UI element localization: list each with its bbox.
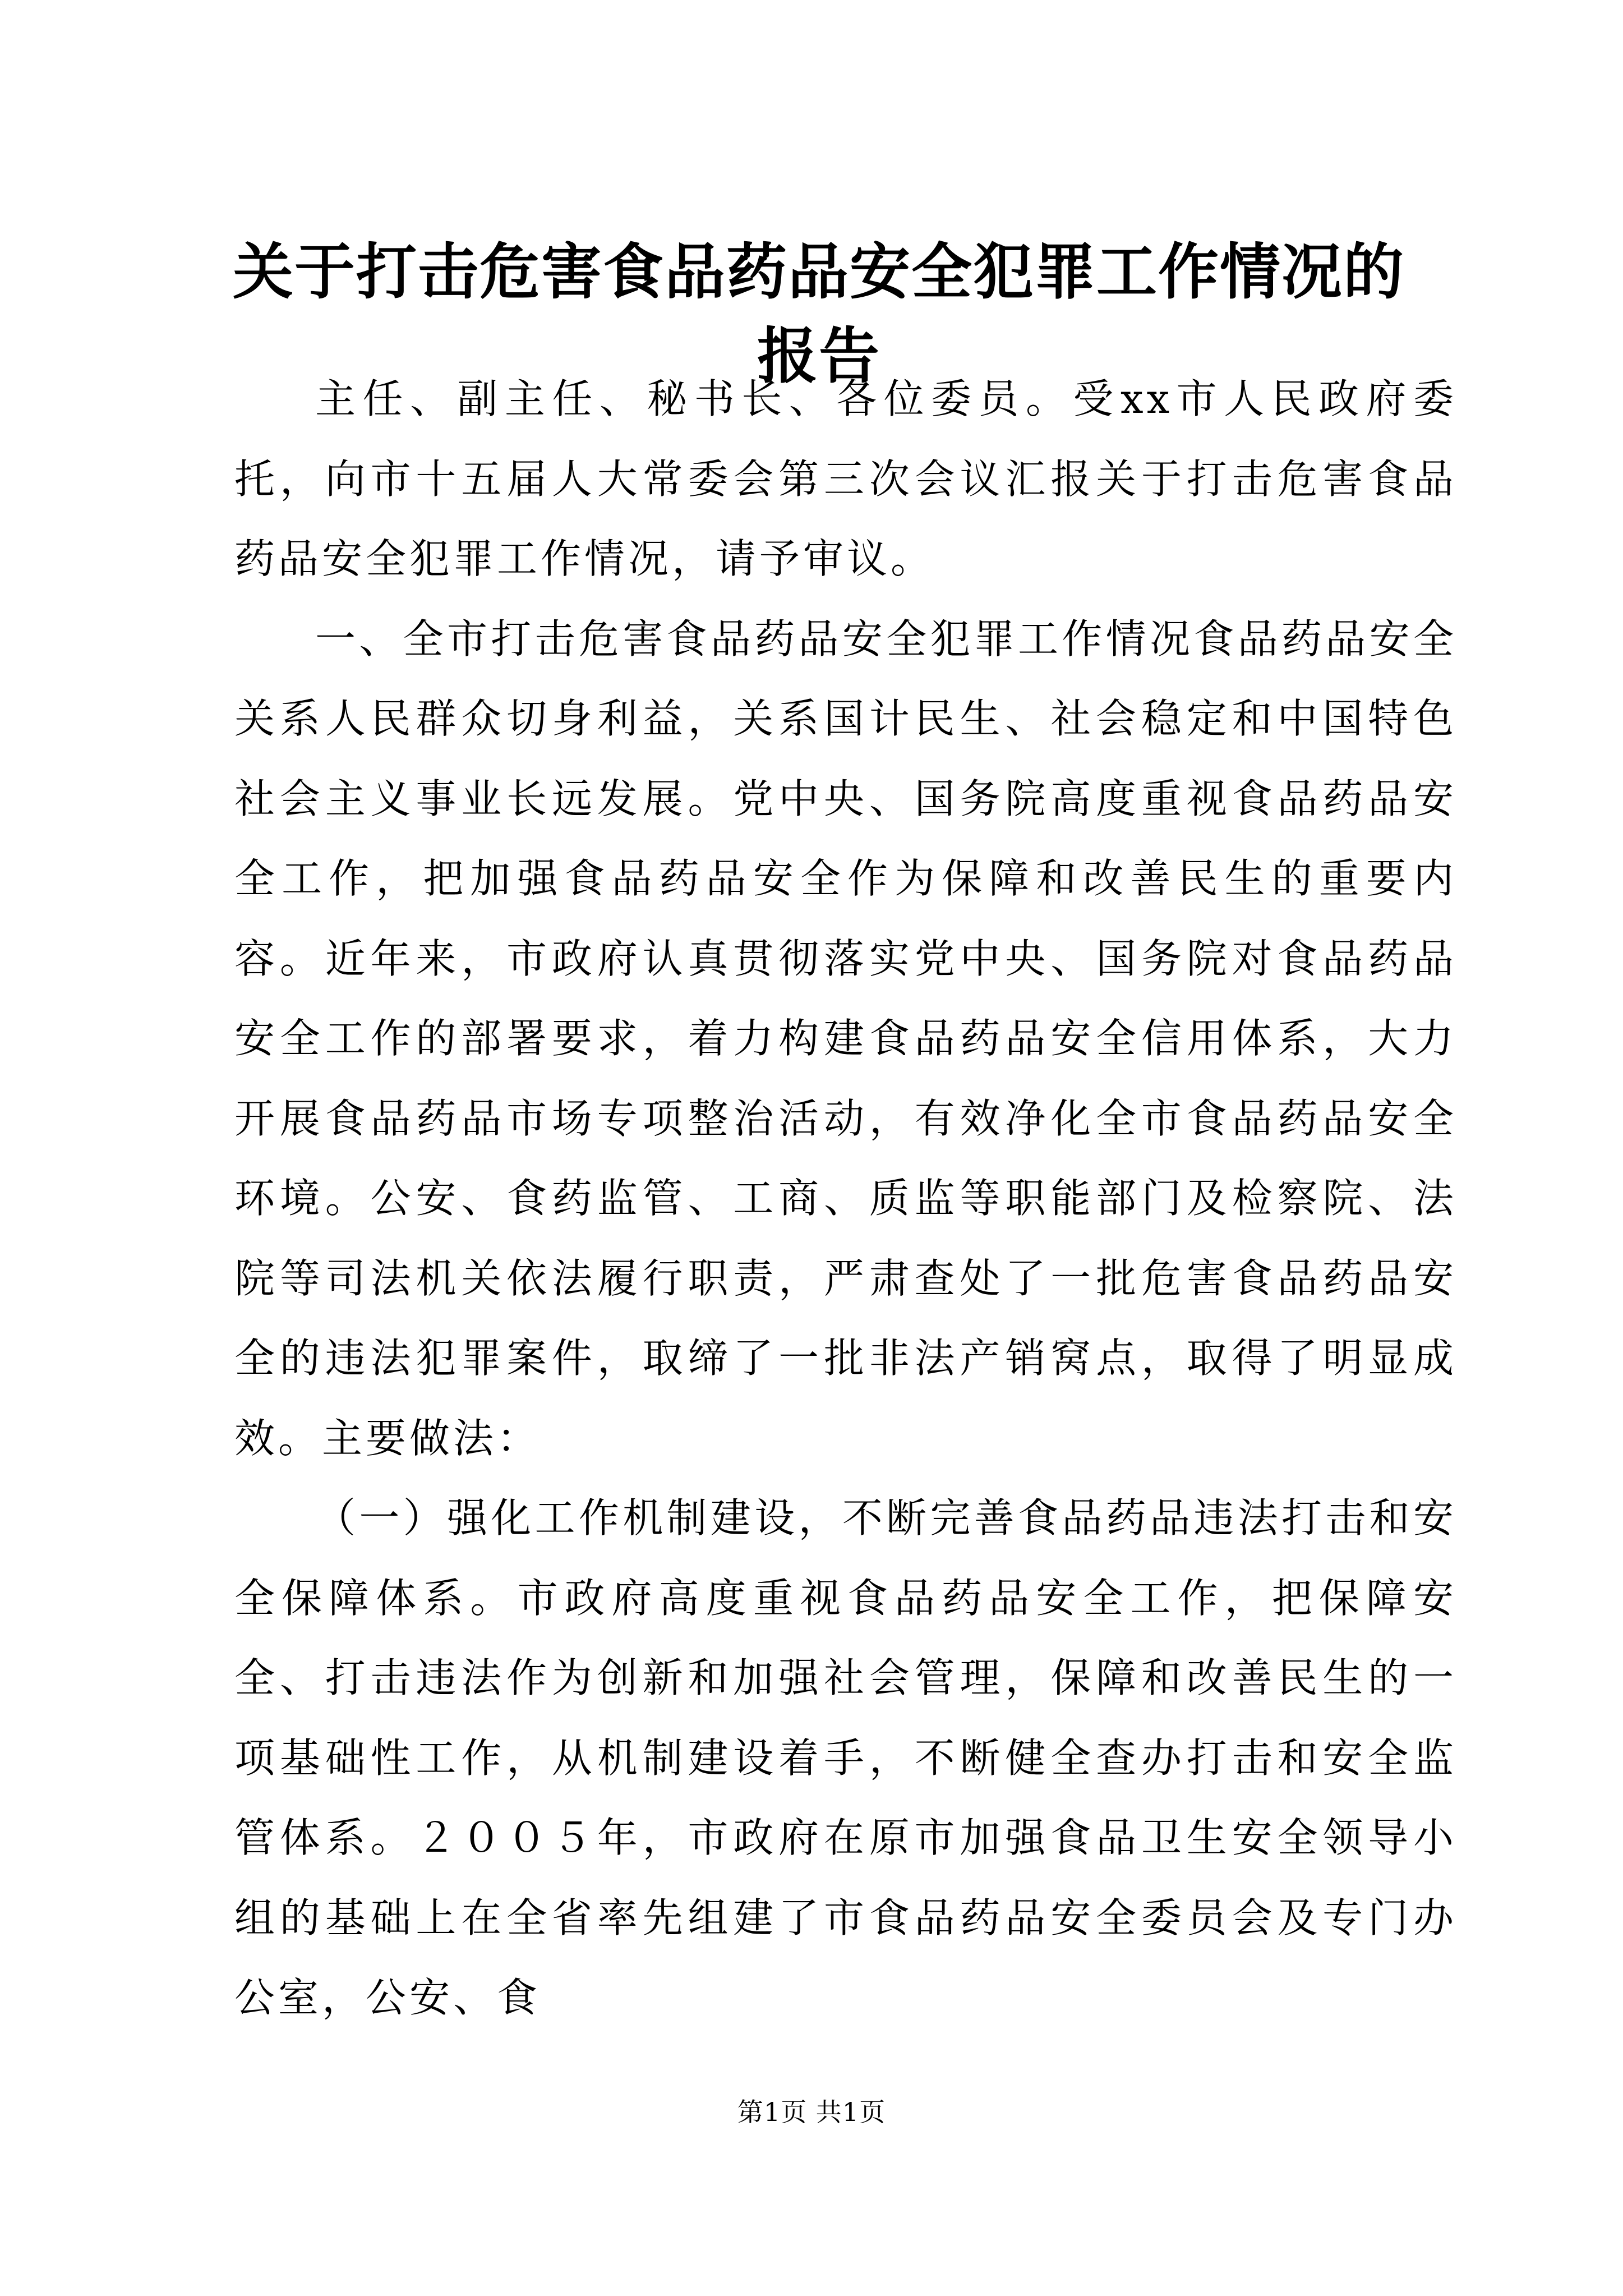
page-footer: 第1页 共1页 [737, 2097, 886, 2127]
document-body [234, 359, 1457, 2038]
document-title: 关于打击危害食品药品安全犯罪工作情况的报告 [232, 237, 1405, 392]
paragraph-salutation: 主任、副主任、秘书长、各位委员。受xx市人民政府委托，向市十五届人大常委会第三次会议汇报关于打击危害食品药品安全犯罪工作情况，请予审议。 [234, 375, 1457, 582]
paragraph-section-one: 一、全市打击危害食品药品安全犯罪工作情况食品药品安全关系人民群众切身利益，关系国计民生、社会稳定和中国特色社会主义事业长远发展。党中央、国务院高度重视食品药品安全工作，把加强食品药品安全作为保障和改善民生的重要内容。近年来，市政府认真贯彻落实党中央、国务院对食品药品安全工作的部署要求，着力构建食品药品安全信用体系，大力开展食品药品市场专项整治活动，有效净化全市食品药品安全环境。公安、食药监管、工商、质监等职能部门及检察院、法院等司法机关依法履行职责，严肃查处了一批危害食品药品安全的违法犯罪案件，取缔了一批非法产销窝点，取得了明显成效。主要做法： [234, 615, 1457, 1462]
paragraph-subsection-one: （一）强化工作机制建设，不断完善食品药品违法打击和安全保障体系。市政府高度重视食品药品安全工作，把保障安全、打击违法作为创新和加强社会管理，保障和改善民生的一项基础性工作，从机制建设着手，不断健全查办打击和安全监管体系。２００５年，市政府在原市加强食品卫生安全领导小组的基础上在全省率先组建了市食品药品安全委员会及专门办公室，公安、食 [234, 1494, 1457, 2021]
